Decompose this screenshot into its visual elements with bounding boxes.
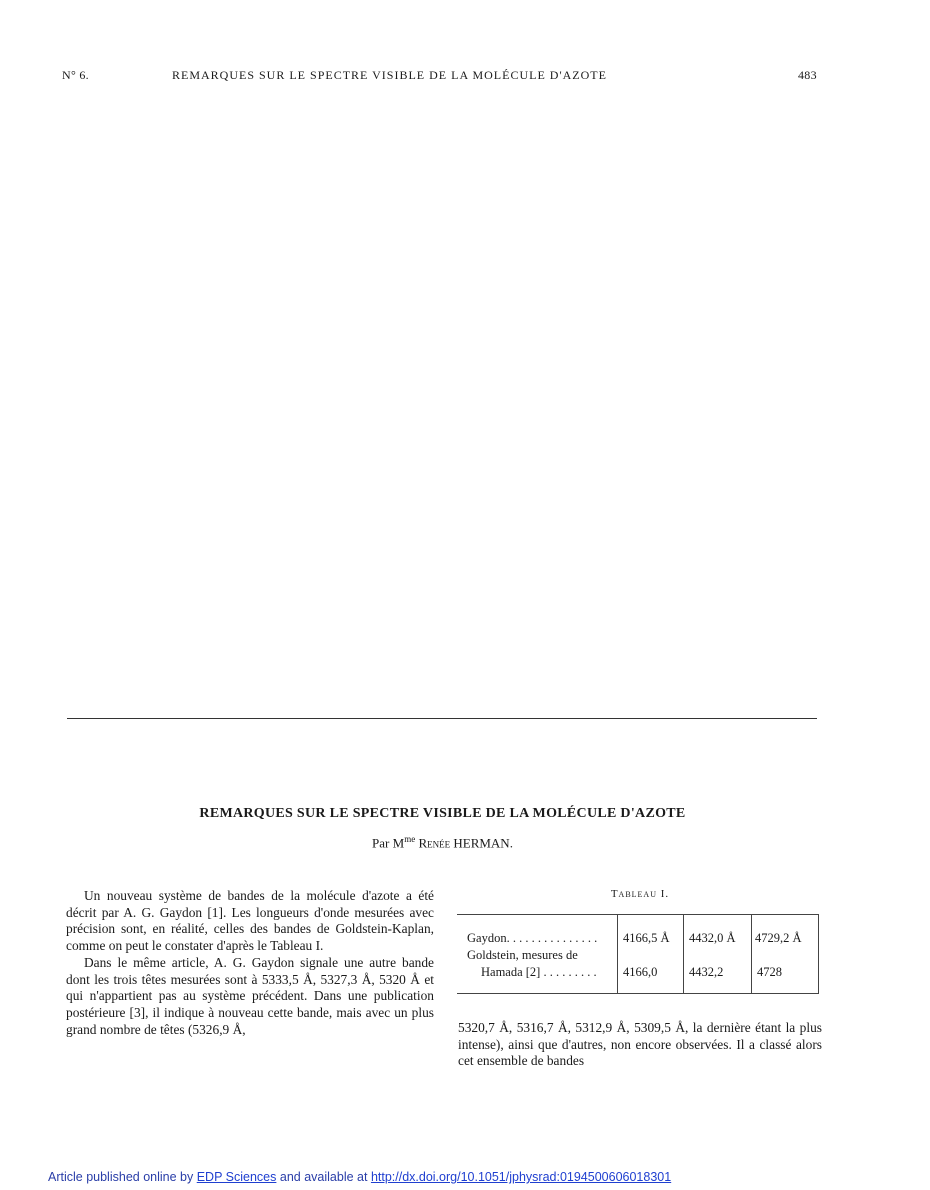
- table-caption: Tableau I.: [610, 888, 670, 900]
- article-title: REMARQUES SUR LE SPECTRE VISIBLE DE LA MOLÉCULE D'AZOTE: [199, 806, 686, 821]
- footer-prefix: Article published online by: [48, 1170, 194, 1184]
- separator-rule: [67, 718, 817, 719]
- left-column: [66, 888, 434, 1038]
- data-table: [457, 914, 819, 994]
- page-number: 483: [798, 68, 817, 82]
- issue-number: N° 6.: [62, 68, 89, 82]
- table-row-label: Goldstein, mesures de: [467, 948, 578, 962]
- table-divider: [683, 915, 684, 993]
- table-divider: [751, 915, 752, 993]
- table-divider: [617, 915, 618, 993]
- paragraph: Un nouveau système de bandes de la molécule d'azote a été décrit par A. G. Gaydon [1]. Les longueurs d'onde mesurées avec précision sont, en réalité, celles des bandes de Goldstein-Kaplan, comme on peut le constater d'après le Tableau I.: [66, 888, 434, 954]
- table-cell: 4166,5 Å: [623, 931, 670, 945]
- paragraph: Dans le même article, A. G. Gaydon signale une autre bande dont les trois têtes mesurées sont à 5333,5 Å, 5327,3 Å, 5320 Å et qui n'appartient pas au système précédent. Dans une publication postérieure [3], il indique à nouveau cette bande, mais avec un plus grand nombre de têtes (5326,9 Å,: [66, 954, 434, 1037]
- author-last-name: HERMAN.: [453, 835, 513, 851]
- byline-honorific: me: [404, 834, 416, 844]
- publication-footer: [48, 1170, 671, 1184]
- table-cell: 4432,0 Å: [689, 931, 736, 945]
- table-row-label: Hamada [2] . . . . . . . . .: [481, 965, 597, 979]
- footer-middle: and available at: [279, 1170, 368, 1184]
- doi-link[interactable]: http://dx.doi.org/10.1051/jphysrad:0194500606018301: [370, 1170, 672, 1184]
- byline-prefix: Par M: [372, 835, 405, 851]
- running-title: REMARQUES SUR LE SPECTRE VISIBLE DE LA MOLÉCULE D'AZOTE: [172, 68, 607, 82]
- table-divider: [818, 915, 819, 993]
- table-row-label: Gaydon. . . . . . . . . . . . . . .: [467, 931, 598, 945]
- right-column: [458, 1020, 822, 1070]
- publisher-link[interactable]: EDP Sciences: [196, 1170, 277, 1184]
- table-cell: 4432,2: [689, 965, 724, 979]
- author-first-name: Renée: [418, 835, 451, 851]
- table-cell: 4729,2 Å: [755, 931, 802, 945]
- table-cell: 4728: [757, 965, 782, 979]
- author-byline: [0, 834, 885, 851]
- paragraph: 5320,7 Å, 5316,7 Å, 5312,9 Å, 5309,5 Å, la dernière étant la plus intense), ainsi que d'autres, non encore observées. Il a classé alors cet ensemble de bandes: [458, 1020, 822, 1069]
- table-cell: 4166,0: [623, 965, 658, 979]
